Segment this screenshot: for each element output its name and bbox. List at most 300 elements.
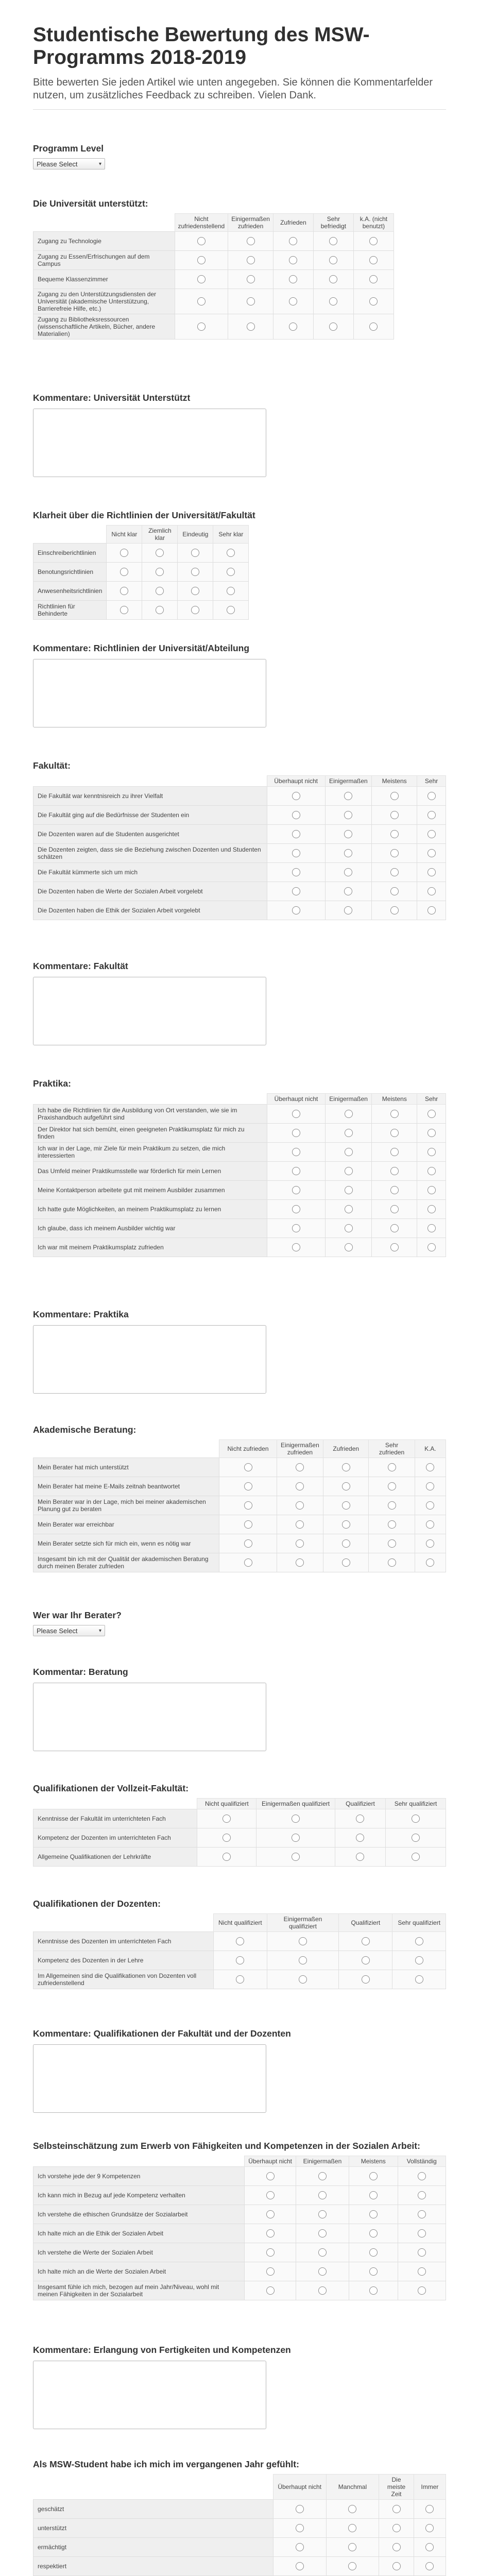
radio-button[interactable] [156,549,164,557]
radio-button[interactable] [342,1520,350,1529]
radio-button[interactable] [296,1539,304,1548]
radio-button[interactable] [292,868,300,876]
matrix-cell [277,1553,323,1572]
radio-button[interactable] [390,792,399,800]
radio-button[interactable] [344,792,352,800]
radio-button[interactable] [356,1834,364,1842]
advising-question [33,1424,446,1572]
radio-button[interactable] [266,2172,275,2180]
radio-button[interactable] [345,1129,353,1137]
radio-button[interactable] [292,1815,300,1823]
radio-button[interactable] [296,2524,304,2532]
matrix-row-label: Benotungsrichtlinien [33,563,107,582]
radio-button[interactable] [390,868,399,876]
matrix-column-header: Zufrieden [323,1440,369,1458]
radio-button[interactable] [369,2267,378,2276]
clarity-matrix [33,525,249,620]
matrix-cell [277,1534,323,1553]
matrix-cell [296,2224,349,2243]
matrix-cell [178,563,213,582]
radio-button[interactable] [390,849,399,857]
radio-button[interactable] [296,2562,304,2570]
matrix-row [33,1515,446,1534]
matrix-column-header: Manchmal [326,2475,379,2500]
radio-button[interactable] [247,237,255,245]
radio-button[interactable] [390,811,399,819]
radio-button[interactable] [342,1558,350,1567]
chevron-down-icon: ▾ [98,1628,101,1634]
matrix-row-label: Mein Berater hat mich unterstützt [33,1458,219,1477]
radio-button[interactable] [369,256,378,264]
radio-button[interactable] [345,1186,353,1194]
radio-button[interactable] [345,1243,353,1251]
matrix-corner [33,776,267,787]
radio-button[interactable] [289,275,297,283]
advisor-who-select[interactable] [33,1625,105,1636]
radio-button[interactable] [426,1501,434,1510]
radio-button[interactable] [426,1558,434,1567]
radio-button[interactable] [390,1243,399,1251]
radio-button[interactable] [244,1520,252,1529]
matrix-cell [325,806,371,825]
radio-button[interactable] [223,1853,231,1861]
matrix-row-label: respektiert [33,2557,273,2576]
radio-button[interactable] [266,2248,275,2257]
radio-button[interactable] [392,2505,401,2513]
radio-button[interactable] [427,1148,436,1156]
radio-button[interactable] [318,2267,327,2276]
matrix-row [33,1200,446,1219]
matrix-column-header: Einigermaßen [325,776,371,787]
radio-button[interactable] [296,1501,304,1510]
comment-policy-textarea[interactable] [33,659,266,727]
matrix-row-label: Im Allgemeinen sind die Qualifikationen von Dozenten voll zufriedenstellend [33,1970,214,1989]
matrix-row [33,314,394,340]
matrix-cell [273,2557,326,2576]
radio-button[interactable] [345,1110,353,1118]
radio-button[interactable] [292,1129,300,1137]
radio-button[interactable] [227,587,235,595]
matrix-cell [372,825,417,844]
fulltime-qual-matrix [33,1798,446,1867]
matrix-row-label: Allgemeine Qualifikationen der Lehrkräfte [33,1848,197,1867]
radio-button[interactable] [418,2172,426,2180]
radio-button[interactable] [247,297,255,306]
matrix-cell [417,806,446,825]
radio-button[interactable] [427,1205,436,1213]
matrix-row-label: Mein Berater hat meine E-Mails zeitnah beantwortet [33,1477,219,1496]
matrix-row-label: unterstützt [33,2519,273,2538]
radio-button[interactable] [296,1463,304,1471]
radio-button[interactable] [345,1205,353,1213]
radio-button[interactable] [427,1186,436,1194]
radio-button[interactable] [369,297,378,306]
radio-button[interactable] [156,606,164,614]
matrix-row-label: Insgesamt bin ich mit der Qualität der akademischen Beratung durch meinen Berater zufrieden [33,1553,219,1572]
matrix-row-label: Kenntnisse des Dozenten im unterrichteten Fach [33,1932,214,1951]
radio-button[interactable] [227,606,235,614]
matrix-row [33,1951,446,1970]
comment-uni-label: Kommentare: Universität Unterstützt [33,393,191,403]
radio-button[interactable] [369,2286,378,2295]
radio-button[interactable] [427,849,436,857]
radio-button[interactable] [191,587,199,595]
matrix-row [33,2167,446,2186]
radio-button[interactable] [197,323,206,331]
radio-button[interactable] [427,1224,436,1232]
matrix-row-label: Bequeme Klassenzimmer [33,270,175,289]
radio-button[interactable] [236,1937,244,1945]
radio-button[interactable] [415,1956,423,1964]
radio-button[interactable] [244,1558,252,1567]
radio-button[interactable] [427,1110,436,1118]
matrix-cell [175,270,228,289]
radio-button[interactable] [425,2562,434,2570]
radio-button[interactable] [348,2505,356,2513]
radio-button[interactable] [318,2210,327,2218]
radio-button[interactable] [425,2505,434,2513]
radio-button[interactable] [356,1815,364,1823]
radio-button[interactable] [236,1956,244,1964]
radio-button[interactable] [266,2267,275,2276]
radio-button[interactable] [427,1167,436,1175]
radio-button[interactable] [236,1975,244,1984]
radio-button[interactable] [318,2229,327,2238]
radio-button[interactable] [427,1243,436,1251]
radio-button[interactable] [392,2562,401,2570]
matrix-cell [323,1496,369,1515]
radio-button[interactable] [412,1853,420,1861]
radio-button[interactable] [329,237,337,245]
matrix-cell [197,1809,256,1828]
radio-button[interactable] [388,1501,396,1510]
radio-button[interactable] [427,1129,436,1137]
radio-button[interactable] [425,2524,434,2532]
radio-button[interactable] [412,1834,420,1842]
radio-button[interactable] [197,256,206,264]
matrix-cell [267,1951,339,1970]
radio-button[interactable] [329,275,337,283]
lecturer-qual-matrix [33,1913,446,1989]
radio-button[interactable] [292,1205,300,1213]
radio-button[interactable] [348,2543,356,2551]
radio-button[interactable] [342,1539,350,1548]
matrix-row [33,1105,446,1124]
radio-button[interactable] [427,887,436,895]
radio-button[interactable] [427,811,436,819]
radio-button[interactable] [329,323,337,331]
radio-button[interactable] [425,2543,434,2551]
radio-button[interactable] [244,1501,252,1510]
radio-button[interactable] [197,297,206,306]
radio-button[interactable] [344,887,352,895]
matrix-row [33,2538,446,2557]
radio-button[interactable] [369,275,378,283]
radio-button[interactable] [120,549,128,557]
matrix-cell [267,1124,326,1143]
radio-button[interactable] [426,1520,434,1529]
matrix-header-row [33,2475,446,2500]
radio-button[interactable] [247,275,255,283]
radio-button[interactable] [299,1956,307,1964]
matrix-row [33,1932,446,1951]
program-level-question [33,143,446,170]
radio-button[interactable] [427,868,436,876]
comment-qual-textarea[interactable] [33,2044,266,2113]
matrix-corner [33,1799,197,1809]
comment-uni-textarea[interactable] [33,409,266,477]
radio-button[interactable] [369,2191,378,2199]
matrix-cell [267,825,325,844]
radio-button[interactable] [289,323,297,331]
radio-button[interactable] [244,1482,252,1490]
matrix-row-label: Anwesenheitsrichtlinien [33,582,107,601]
radio-button[interactable] [292,1243,300,1251]
radio-button[interactable] [369,2210,378,2218]
radio-button[interactable] [390,1167,399,1175]
matrix-cell [353,232,394,251]
radio-button[interactable] [362,1956,370,1964]
radio-button[interactable] [318,2286,327,2295]
radio-button[interactable] [299,1937,307,1945]
matrix-cell [273,2538,326,2557]
radio-button[interactable] [369,2229,378,2238]
matrix-cell [219,1515,277,1534]
radio-button[interactable] [342,1463,350,1471]
radio-button[interactable] [342,1501,350,1510]
radio-button[interactable] [418,2191,426,2199]
radio-button[interactable] [289,297,297,306]
matrix-cell [326,2500,379,2519]
matrix-column-header: Einigermaßen zufrieden [277,1440,323,1458]
matrix-cell [142,582,178,601]
radio-button[interactable] [390,906,399,914]
radio-button[interactable] [426,1539,434,1548]
radio-button[interactable] [388,1463,396,1471]
radio-button[interactable] [412,1815,420,1823]
radio-button[interactable] [292,1186,300,1194]
radio-button[interactable] [415,1975,423,1984]
radio-button[interactable] [388,1539,396,1548]
radio-button[interactable] [292,887,300,895]
matrix-row-label: ermächtigt [33,2538,273,2557]
radio-button[interactable] [299,1975,307,1984]
radio-button[interactable] [296,1482,304,1490]
radio-button[interactable] [418,2210,426,2218]
radio-button[interactable] [418,2286,426,2295]
radio-button[interactable] [356,1853,364,1861]
matrix-cell [197,1828,256,1848]
radio-button[interactable] [427,792,436,800]
radio-button[interactable] [244,1463,252,1471]
matrix-cell [398,2243,446,2262]
radio-button[interactable] [345,1167,353,1175]
matrix-row-label: Zugang zu Essen/Erfrischungen auf dem Campus [33,251,175,270]
radio-button[interactable] [329,256,337,264]
radio-button[interactable] [390,1205,399,1213]
radio-button[interactable] [369,2248,378,2257]
matrix-cell [417,1200,446,1219]
radio-button[interactable] [296,2505,304,2513]
radio-button[interactable] [427,830,436,838]
matrix-row-label: Ich glaube, dass ich meinem Ausbilder wichtig war [33,1219,267,1238]
matrix-cell [417,1105,446,1124]
matrix-cell [273,314,313,340]
matrix-cell [267,1162,326,1181]
radio-button[interactable] [390,1186,399,1194]
radio-button[interactable] [227,568,235,576]
radio-button[interactable] [156,587,164,595]
radio-button[interactable] [344,849,352,857]
radio-button[interactable] [120,587,128,595]
matrix-row [33,787,446,806]
radio-button[interactable] [292,1834,300,1842]
matrix-column-header: Sehr zufrieden [369,1440,415,1458]
radio-button[interactable] [247,256,255,264]
radio-button[interactable] [345,1224,353,1232]
matrix-cell [353,251,394,270]
matrix-column-header: Meistens [372,776,417,787]
radio-button[interactable] [296,1558,304,1567]
radio-button[interactable] [266,2191,275,2199]
radio-button[interactable] [390,1110,399,1118]
radio-button[interactable] [296,1520,304,1529]
radio-button[interactable] [292,1224,300,1232]
matrix-cell [386,1809,446,1828]
matrix-cell [214,1932,267,1951]
radio-button[interactable] [296,2543,304,2551]
matrix-corner [33,1094,267,1105]
radio-button[interactable] [318,2191,327,2199]
radio-button[interactable] [247,323,255,331]
radio-button[interactable] [292,849,300,857]
radio-button[interactable] [292,811,300,819]
radio-button[interactable] [227,549,235,557]
radio-button[interactable] [266,2286,275,2295]
radio-button[interactable] [390,1224,399,1232]
radio-button[interactable] [292,1167,300,1175]
radio-button[interactable] [292,830,300,838]
matrix-cell [372,882,417,901]
radio-button[interactable] [390,1148,399,1156]
radio-button[interactable] [223,1815,231,1823]
matrix-header-row [33,526,249,544]
comment-faculty-label: Kommentare: Fakultät [33,961,128,971]
comment-skills-textarea[interactable] [33,2361,266,2429]
comment-practicum-textarea[interactable] [33,1325,266,1394]
program-level-select[interactable] [33,158,105,170]
radio-button[interactable] [344,811,352,819]
radio-button[interactable] [197,237,206,245]
matrix-cell [417,1143,446,1162]
radio-button[interactable] [191,568,199,576]
radio-button[interactable] [390,887,399,895]
radio-button[interactable] [390,830,399,838]
radio-button[interactable] [348,2524,356,2532]
matrix-column-header: Überhaupt nicht [245,2156,296,2167]
matrix-header-row [33,1914,446,1932]
radio-button[interactable] [369,2172,378,2180]
comment-advising-textarea[interactable] [33,1683,266,1751]
radio-button[interactable] [318,2172,327,2180]
radio-button[interactable] [390,1129,399,1137]
matrix-cell [379,2538,414,2557]
matrix-row [33,1534,446,1553]
matrix-column-header: Sehr qualifiziert [386,1799,446,1809]
radio-button[interactable] [197,275,206,283]
matrix-cell [335,1809,385,1828]
radio-button[interactable] [345,1148,353,1156]
radio-button[interactable] [362,1937,370,1945]
radio-button[interactable] [244,1539,252,1548]
radio-button[interactable] [369,323,378,331]
matrix-cell [325,863,371,882]
radio-button[interactable] [292,906,300,914]
fulltime-qual-question [33,1783,446,1867]
radio-button[interactable] [289,256,297,264]
radio-button[interactable] [388,1558,396,1567]
radio-button[interactable] [292,1110,300,1118]
matrix-cell [369,1515,415,1534]
radio-button[interactable] [156,568,164,576]
radio-button[interactable] [344,830,352,838]
matrix-cell [267,1181,326,1200]
radio-button[interactable] [289,237,297,245]
radio-button[interactable] [392,2524,401,2532]
radio-button[interactable] [266,2210,275,2218]
radio-button[interactable] [191,549,199,557]
radio-button[interactable] [369,237,378,245]
radio-button[interactable] [415,1937,423,1945]
radio-button[interactable] [344,906,352,914]
matrix-cell [417,844,446,863]
matrix-cell [213,601,249,620]
radio-button[interactable] [362,1975,370,1984]
radio-button[interactable] [418,2229,426,2238]
radio-button[interactable] [426,1463,434,1471]
radio-button[interactable] [318,2248,327,2257]
radio-button[interactable] [392,2543,401,2551]
radio-button[interactable] [388,1520,396,1529]
radio-button[interactable] [120,568,128,576]
matrix-cell [417,787,446,806]
radio-button[interactable] [427,906,436,914]
matrix-cell [417,863,446,882]
radio-button[interactable] [418,2248,426,2257]
radio-button[interactable] [342,1482,350,1490]
radio-button[interactable] [292,1853,300,1861]
matrix-row-label: Zugang zu Technologie [33,232,175,251]
radio-button[interactable] [344,868,352,876]
radio-button[interactable] [348,2562,356,2570]
matrix-cell [296,2205,349,2224]
radio-button[interactable] [266,2229,275,2238]
radio-button[interactable] [388,1482,396,1490]
comment-faculty-textarea[interactable] [33,977,266,1045]
radio-button[interactable] [329,297,337,306]
radio-button[interactable] [292,792,300,800]
matrix-cell [245,2186,296,2205]
radio-button[interactable] [418,2267,426,2276]
advisor-who-selected: Please Select [37,1627,78,1635]
radio-button[interactable] [191,606,199,614]
header-divider [33,109,446,110]
radio-button[interactable] [292,1148,300,1156]
radio-button[interactable] [223,1834,231,1842]
matrix-cell [175,251,228,270]
radio-button[interactable] [120,606,128,614]
radio-button[interactable] [426,1482,434,1490]
